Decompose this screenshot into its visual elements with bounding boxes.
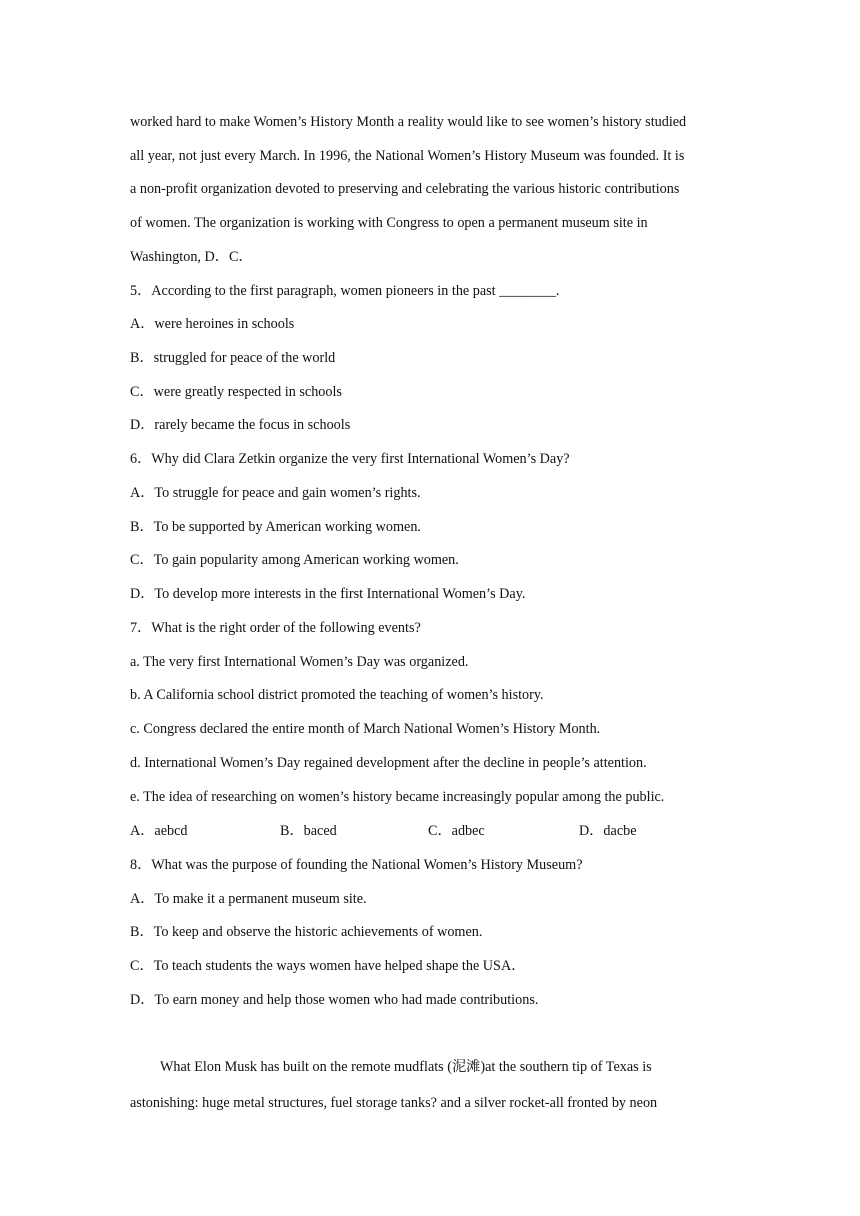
passage-line: of women. The organization is working with Congress to open a permanent museum site in — [130, 215, 648, 231]
next-passage-line: astonishing: huge metal structures, fuel storage tanks? and a silver rocket-all fronted by neon — [130, 1095, 658, 1111]
question-5-option-b: B．struggled for peace of the world — [130, 350, 336, 366]
question-5-option-a: A．were heroines in schools — [130, 316, 295, 332]
question-6-stem: 6．Why did Clara Zetkin organize the very first International Women’s Day? — [130, 451, 570, 467]
question-7-event-b: b. A California school district promoted the teaching of women’s history. — [130, 687, 544, 703]
question-8-option-b: B．To keep and observe the historic achievements of women. — [130, 924, 483, 940]
passage-line: a non-profit organization devoted to preserving and celebrating the various historic contributions — [130, 181, 680, 197]
question-8-stem: 8．What was the purpose of founding the National Women’s History Museum? — [130, 857, 583, 873]
next-passage-line: What Elon Musk has built on the remote mudflats (泥滩)at the southern tip of Texas is — [160, 1059, 652, 1075]
question-6-option-a: A．To struggle for peace and gain women’s rights. — [130, 485, 421, 501]
question-6-option-c: C．To gain popularity among American working women. — [130, 552, 459, 568]
question-7-option-a: A．aebcd — [130, 823, 188, 839]
question-5-option-c: C．were greatly respected in schools — [130, 384, 342, 400]
question-8-option-d: D．To earn money and help those women who had made contributions. — [130, 992, 539, 1008]
question-6-option-d: D．To develop more interests in the first International Women’s Day. — [130, 586, 526, 602]
question-7-stem: 7．What is the right order of the following events? — [130, 620, 421, 636]
question-6-option-b: B．To be supported by American working women. — [130, 519, 421, 535]
question-8-option-a: A．To make it a permanent museum site. — [130, 891, 367, 907]
question-7-option-d: D．dacbe — [579, 823, 637, 839]
question-7-option-b: B．baced — [280, 823, 337, 839]
question-8-option-c: C．To teach students the ways women have helped shape the USA． — [130, 958, 526, 974]
question-7-event-a: a. The very first International Women’s Day was organized. — [130, 654, 469, 670]
passage-line: all year, not just every March. In 1996, the National Women’s History Museum was founded. It is — [130, 148, 685, 164]
question-5-stem: 5．According to the first paragraph, women pioneers in the past ________. — [130, 283, 560, 299]
passage-line: Washington, D．C． — [130, 249, 253, 265]
question-7-event-e: e. The idea of researching on women’s history became increasingly popular among the public. — [130, 789, 665, 805]
question-7-option-c: C．adbec — [428, 823, 485, 839]
question-7-event-c: c. Congress declared the entire month of March National Women’s History Month. — [130, 721, 601, 737]
question-5-option-d: D．rarely became the focus in schools — [130, 417, 351, 433]
question-7-options — [130, 822, 750, 840]
passage-line: worked hard to make Women’s History Month a reality would like to see women’s history studied — [130, 114, 687, 130]
question-7-event-d: d. International Women’s Day regained development after the decline in people’s attention. — [130, 755, 647, 771]
